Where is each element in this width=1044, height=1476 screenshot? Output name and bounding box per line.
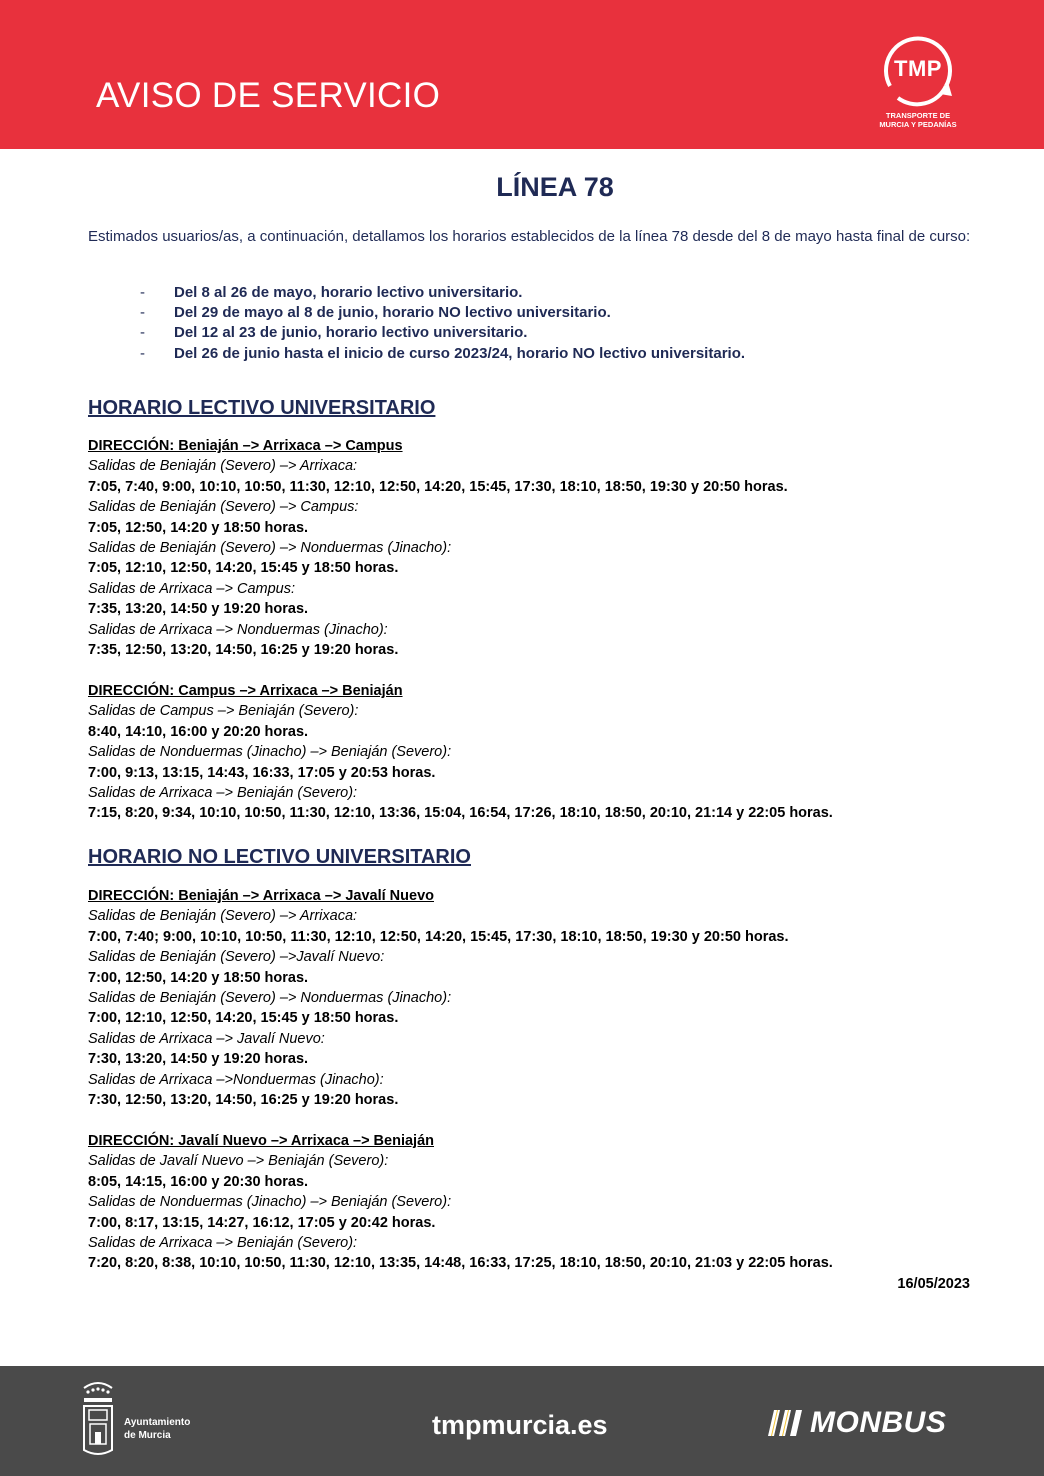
departure-times: 7:15, 8:20, 9:34, 10:10, 10:50, 11:30, 12:10, 13:36, 15:04, 16:54, 17:26, 18:10, 18:50, 20:10, 21:14 y 22:05 horas. (88, 805, 833, 822)
list-item (140, 303, 745, 323)
monbus-logo (768, 1406, 963, 1440)
bullet-dash: - (140, 284, 145, 301)
ayuntamiento-crest-icon (80, 1378, 116, 1458)
schedule-block-lectivo-dir2 (88, 681, 988, 824)
list-item (140, 283, 745, 303)
departure-label: Salidas de Arrixaca –> Javalí Nuevo: (88, 1030, 325, 1047)
section-title-lectivo: HORARIO LECTIVO UNIVERSITARIO (88, 397, 436, 419)
departure-label: Salidas de Beniaján (Severo) –> Arrixaca: (88, 908, 358, 925)
direction-heading: DIRECCIÓN: Beniaján –> Arrixaca –> Campus (88, 438, 403, 454)
tmp-logo-sub2: MURCIA Y PEDANÍAS (879, 120, 957, 129)
departure-times: 7:05, 12:50, 14:20 y 18:50 horas. (88, 519, 309, 536)
direction-heading: DIRECCIÓN: Beniaján –> Arrixaca –> Javalí Nuevo (88, 888, 434, 904)
departure-label: Salidas de Arrixaca –> Campus: (88, 580, 295, 597)
bullet-dash: - (140, 324, 145, 342)
list-item (140, 323, 745, 343)
departure-times: 7:00, 9:13, 13:15, 14:43, 16:33, 17:05 y 20:53 horas. (88, 764, 436, 781)
direction-heading: DIRECCIÓN: Campus –> Arrixaca –> Beniaján (88, 683, 403, 699)
departure-times: 7:00, 8:17, 13:15, 14:27, 16:12, 17:05 y 20:42 horas. (88, 1214, 436, 1231)
period-text: Del 29 de mayo al 8 de junio, horario NO lectivo universitario. (174, 304, 611, 322)
tmp-logo-sub1: TRANSPORTE DE (885, 111, 951, 120)
footer-bar (0, 1366, 1044, 1476)
intro-paragraph: Estimados usuarios/as, a continuación, detallamos los horarios establecidos de la línea 78 desde del 8 de mayo hasta final de curso: (88, 228, 971, 245)
departure-times: 7:20, 8:20, 8:38, 10:10, 10:50, 11:30, 12:10, 13:35, 14:48, 16:33, 17:25, 18:10, 18:50, 20:10, 21:03 y 22:05 horas. (88, 1255, 833, 1272)
departure-times: 7:30, 13:20, 14:50 y 19:20 horas. (88, 1051, 309, 1068)
departure-times: 7:00, 12:50, 14:20 y 18:50 horas. (88, 969, 309, 986)
departure-times: 7:05, 12:10, 12:50, 14:20, 15:45 y 18:50 horas. (88, 560, 399, 577)
departure-label: Salidas de Beniaján (Severo) –> Campus: (88, 499, 359, 516)
departure-label: Salidas de Nonduermas (Jinacho) –> Beniaján (Severo): (88, 1194, 452, 1211)
departure-times: 7:35, 12:50, 13:20, 14:50, 16:25 y 19:20 horas. (88, 642, 399, 659)
departure-times: 7:00, 7:40; 9:00, 10:10, 10:50, 11:30, 12:10, 12:50, 14:20, 15:45, 17:30, 18:10, 18:50, 19:30 y 20:50 horas. (88, 928, 789, 945)
departure-label: Salidas de Campus –> Beniaján (Severo): (88, 703, 359, 720)
monbus-logo-text: MONBUS (810, 1406, 947, 1439)
departure-label: Salidas de Arrixaca –> Nonduermas (Jinacho): (88, 621, 388, 638)
schedule-block-no-lectivo-dir2 (88, 1131, 988, 1274)
departure-label: Salidas de Beniaján (Severo) –> Arrixaca: (88, 458, 358, 475)
departure-label: Salidas de Beniaján (Severo) –> Nonduermas (Jinacho): (88, 990, 452, 1007)
section-title-no-lectivo: HORARIO NO LECTIVO UNIVERSITARIO (88, 846, 471, 868)
departure-label: Salidas de Arrixaca –>Nonduermas (Jinacho): (88, 1071, 384, 1088)
bullet-dash: - (140, 344, 145, 362)
departure-times: 7:30, 12:50, 13:20, 14:50, 16:25 y 19:20 horas. (88, 1092, 399, 1109)
header-title: AVISO DE SERVICIO (96, 76, 441, 115)
website-link[interactable]: tmpmurcia.es (432, 1410, 608, 1440)
monbus-stripes-icon (768, 1410, 808, 1436)
ayuntamiento-line1: Ayuntamiento (124, 1417, 191, 1428)
departure-times: 7:00, 12:10, 12:50, 14:20, 15:45 y 18:50 horas. (88, 1010, 399, 1027)
departure-times: 7:05, 7:40, 9:00, 10:10, 10:50, 11:30, 12:10, 12:50, 14:20, 15:45, 17:30, 18:10, 18:50, 19:30 y 20:50 horas. (88, 478, 788, 495)
departure-label: Salidas de Beniaján (Severo) –>Javalí Nuevo: (88, 949, 385, 966)
schedule-block-no-lectivo-dir1 (88, 886, 988, 1110)
ayuntamiento-line2: de Murcia (124, 1430, 171, 1441)
departure-label: Salidas de Javalí Nuevo –> Beniaján (Severo): (88, 1153, 389, 1170)
notice-date: 16/05/2023 (897, 1276, 970, 1292)
tmp-logo-text: TMP (894, 56, 942, 81)
departure-label: Salidas de Arrixaca –> Beniaján (Severo): (88, 785, 358, 802)
page-title: LÍNEA 78 (496, 172, 614, 202)
departure-times: 8:05, 14:15, 16:00 y 20:30 horas. (88, 1173, 309, 1190)
departure-label: Salidas de Arrixaca –> Beniaján (Severo): (88, 1235, 358, 1252)
list-item (140, 344, 745, 364)
period-text: Del 12 al 23 de junio, horario lectivo universitario. (174, 324, 528, 342)
tmp-logo-subtitle (868, 111, 968, 129)
departure-times: 8:40, 14:10, 16:00 y 20:20 horas. (88, 723, 309, 740)
direction-heading: DIRECCIÓN: Javalí Nuevo –> Arrixaca –> Beniaján (88, 1133, 434, 1149)
departure-label: Salidas de Nonduermas (Jinacho) –> Beniaján (Severo): (88, 744, 452, 761)
bullet-dash: - (140, 304, 145, 322)
ayuntamiento-label (124, 1416, 190, 1442)
period-list (140, 283, 745, 364)
departure-label: Salidas de Beniaján (Severo) –> Nonduermas (Jinacho): (88, 540, 452, 557)
tmp-logo (868, 36, 968, 136)
period-text: Del 26 de junio hasta el inicio de curso 2023/24, horario NO lectivo universitario. (174, 344, 746, 362)
departure-times: 7:35, 13:20, 14:50 y 19:20 horas. (88, 601, 309, 618)
period-text: Del 8 al 26 de mayo, horario lectivo universitario. (174, 284, 523, 301)
schedule-block-lectivo-dir1 (88, 436, 988, 660)
header-banner (0, 0, 1044, 149)
